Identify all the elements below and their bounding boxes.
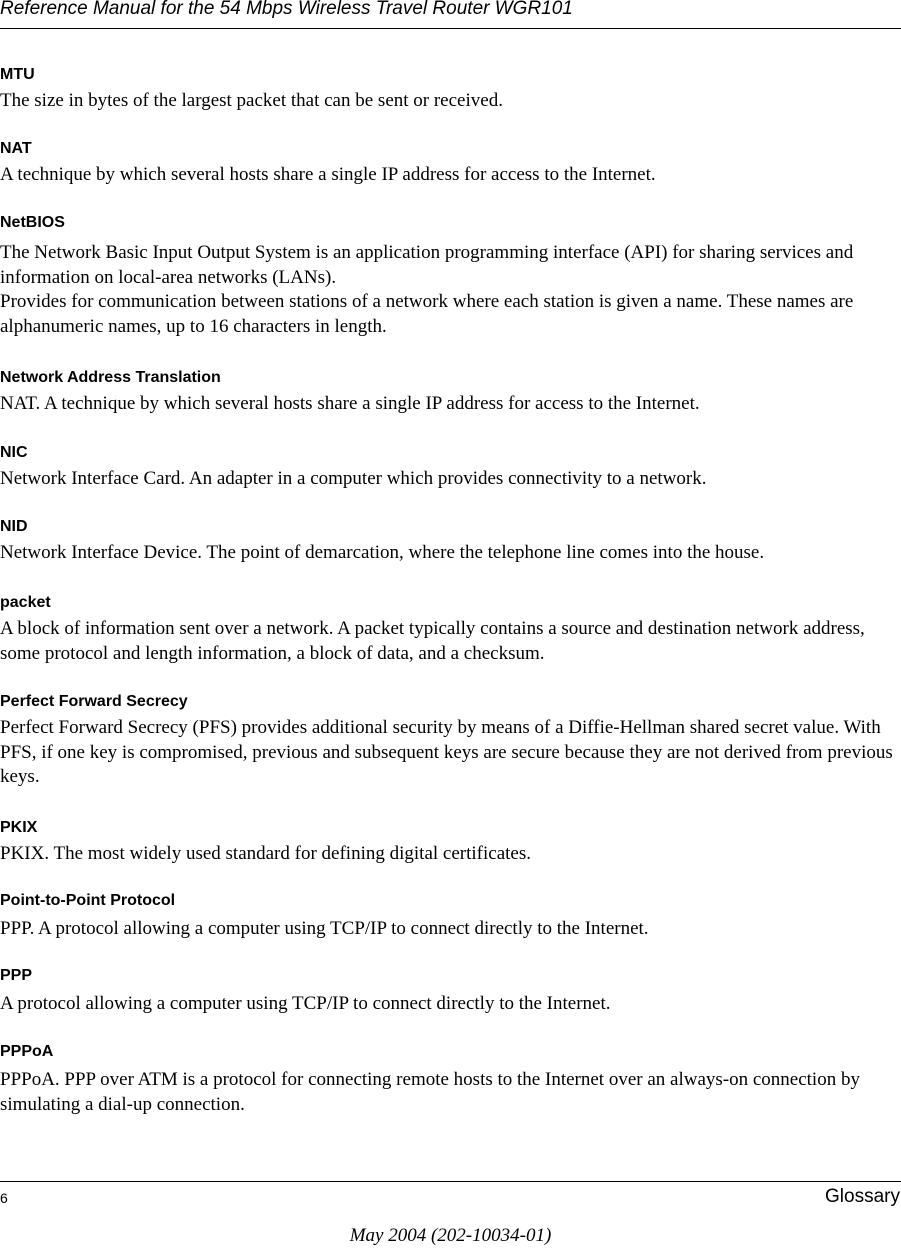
- running-header-title: Reference Manual for the 54 Mbps Wireless Travel Router WGR101: [0, 0, 573, 19]
- term-heading: MTU: [0, 66, 35, 83]
- term-definition: [0, 842, 901, 867]
- definition-paragraph: NAT. A technique by which several hosts share a single IP address for access to the Internet.: [0, 393, 700, 414]
- page-number: 6: [0, 1190, 8, 1206]
- term-definition: [0, 163, 901, 188]
- definition-paragraph: PPP. A protocol allowing a computer using TCP/IP to connect directly to the Internet.: [0, 918, 649, 939]
- glossary-entry-ppp: [0, 966, 901, 1017]
- definition-paragraph: A protocol allowing a computer using TCP/IP to connect directly to the Internet.: [0, 993, 611, 1014]
- definition-paragraph: Network Interface Device. The point of demarcation, where the telephone line comes into the house.: [0, 542, 765, 563]
- term-definition: [0, 467, 901, 492]
- term-definition: [0, 716, 901, 790]
- definition-paragraph: PPPoA. PPP over ATM is a protocol for connecting remote hosts to the Internet over an always-on connection by simulating a dial-up connection.: [0, 1069, 860, 1115]
- glossary-entry-nat: [0, 139, 901, 188]
- term-definition: [0, 917, 901, 942]
- glossary-entry-nid: [0, 517, 901, 566]
- definition-paragraph: Perfect Forward Secrecy (PFS) provides additional security by means of a Diffie-Hellman shared secret value. With PFS, if one key is compromised, previous and subsequent keys are secure because they are not derived from previous keys.: [0, 717, 893, 787]
- glossary-entry-pkix: [0, 818, 901, 867]
- footer-rule: [0, 1181, 901, 1182]
- term-heading: PPP: [0, 967, 33, 984]
- glossary-entry-packet: [0, 593, 901, 666]
- definition-paragraph: A block of information sent over a network. A packet typically contains a source and destination network address, some protocol and length information, a block of data, and a checksum.: [0, 618, 865, 664]
- glossary-entry-pppoa: [0, 1042, 901, 1117]
- term-heading: NID: [0, 518, 28, 535]
- term-heading: Network Address Translation: [0, 369, 221, 386]
- glossary-entry-network-address-translation: [0, 368, 901, 417]
- glossary-entry-point-to-point-protocol: [0, 891, 901, 942]
- definition-paragraph: A technique by which several hosts share a single IP address for access to the Internet.: [0, 164, 656, 185]
- term-definition: [0, 89, 901, 114]
- publication-date: May 2004 (202-10034-01): [349, 1225, 552, 1246]
- header-rule: [0, 28, 901, 29]
- definition-paragraph: The size in bytes of the largest packet that can be sent or received.: [0, 90, 503, 111]
- term-definition: [0, 541, 901, 566]
- term-heading: PPPoA: [0, 1043, 54, 1060]
- term-definition: [0, 241, 901, 339]
- definition-paragraph: PKIX. The most widely used standard for defining digital certificates.: [0, 843, 531, 864]
- term-definition: [0, 617, 901, 666]
- term-heading: NetBIOS: [0, 214, 65, 231]
- term-heading: packet: [0, 594, 51, 611]
- term-heading: NIC: [0, 444, 28, 461]
- term-definition: [0, 1068, 901, 1117]
- term-definition: [0, 992, 901, 1017]
- term-heading: Point-to-Point Protocol: [0, 892, 176, 909]
- definition-paragraph: Provides for communication between stations of a network where each station is given a name. These names are alphanumeric names, up to 16 characters in length.: [0, 291, 854, 337]
- glossary-entry-netbios: [0, 213, 901, 339]
- term-heading: PKIX: [0, 819, 38, 836]
- definition-paragraph: The Network Basic Input Output System is an application programming interface (API) for sharing services and information on local-area networks (LANs).: [0, 242, 854, 288]
- section-name: Glossary: [825, 1186, 900, 1207]
- glossary-entry-mtu: [0, 65, 901, 114]
- term-heading: NAT: [0, 140, 32, 157]
- term-heading: Perfect Forward Secrecy: [0, 693, 188, 710]
- glossary-entry-perfect-forward-secrecy: [0, 692, 901, 790]
- definition-paragraph: Network Interface Card. An adapter in a computer which provides connectivity to a network.: [0, 468, 707, 489]
- glossary-entry-nic: [0, 443, 901, 492]
- term-definition: [0, 392, 901, 417]
